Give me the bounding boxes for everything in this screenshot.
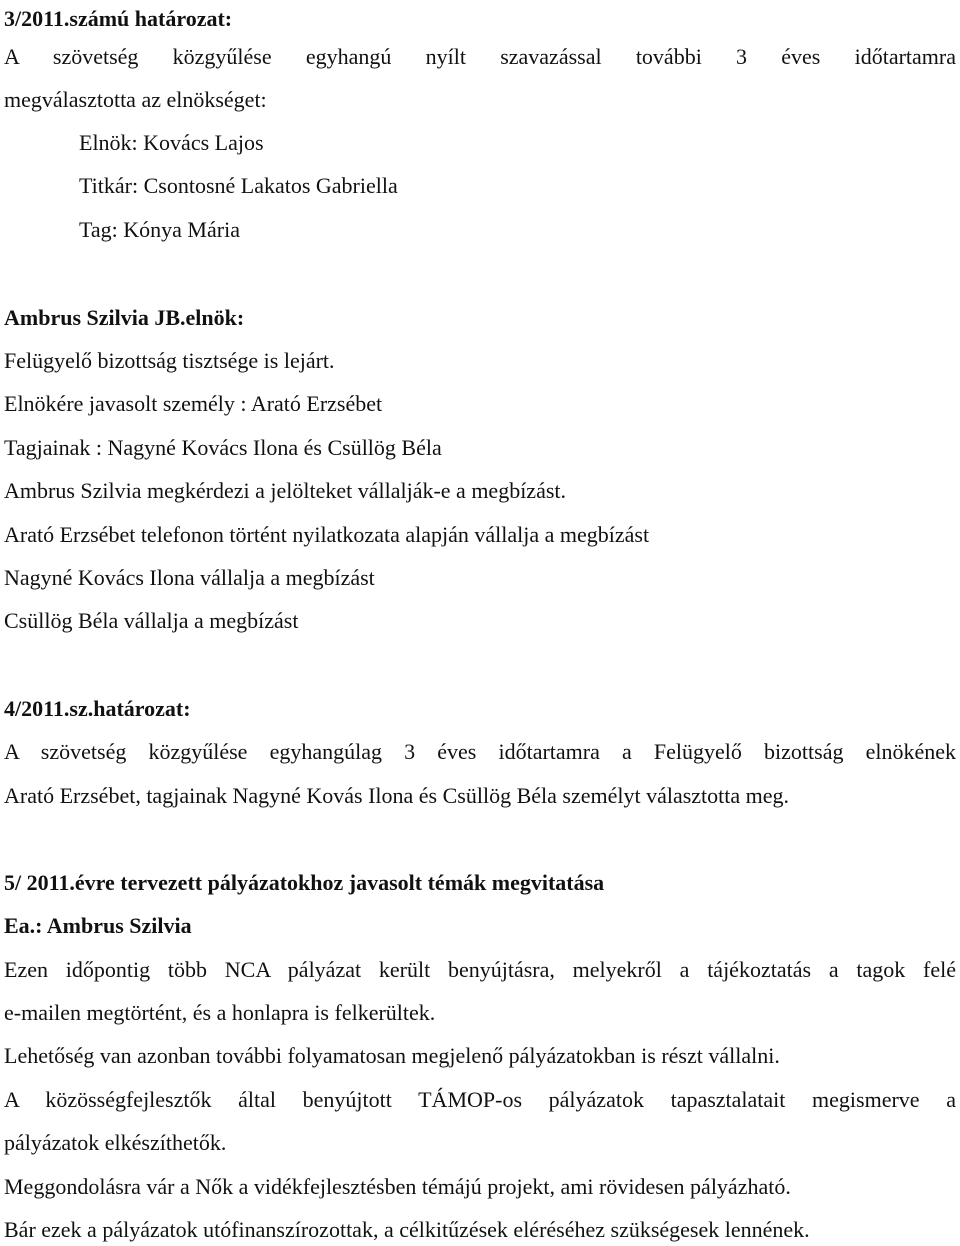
paragraph-line: Arató Erzsébet, tagjainak Nagyné Kovás Ilona és Csüllög Béla személyt választotta meg. (4, 783, 790, 808)
resolution-3-heading: 3/2011.számú határozat: (4, 6, 233, 31)
paragraph-line: Felügyelő bizottság tisztsége is lejárt. (4, 348, 335, 373)
member-line: Tag: Kónya Mária (79, 217, 240, 242)
paragraph-line: A közösségfejlesztők által benyújtott TÁMOP-os pályázatok tapasztalatait megismerve a (4, 1087, 956, 1112)
agenda-5-heading: 5/ 2011.évre tervezett pályázatokhoz javasolt témák megvitatása (4, 870, 605, 895)
speaker-heading: Ambrus Szilvia JB.elnök: (4, 305, 245, 330)
paragraph-line: Ezen időpontig több NCA pályázat került benyújtásra, melyekről a tájékoztatás a tagok felé (4, 957, 956, 982)
paragraph-line: e-mailen megtörtént, és a honlapra is felkerültek. (4, 1000, 436, 1025)
paragraph-line: Elnökére javasolt személy : Arató Erzsébet (4, 391, 383, 416)
paragraph-line: megválasztotta az elnökséget: (4, 87, 267, 112)
paragraph-line: A szövetség közgyűlése egyhangúlag 3 éves időtartamra a Felügyelő bizottság elnökének (4, 739, 956, 764)
paragraph-line: Bár ezek a pályázatok utófinanszírozottak, a célkitűzések eléréséhez szükségesek lennének. (4, 1217, 810, 1242)
paragraph-line: Arató Erzsébet telefonon történt nyilatkozata alapján vállalja a megbízást (4, 522, 650, 547)
paragraph-line: Ambrus Szilvia megkérdezi a jelölteket vállalják-e a megbízást. (4, 478, 567, 503)
presenter-heading: Ea.: Ambrus Szilvia (4, 913, 192, 938)
president-line: Elnök: Kovács Lajos (79, 130, 264, 155)
paragraph-line: pályázatok elkészíthetők. (4, 1130, 227, 1155)
paragraph-line: Csüllög Béla vállalja a megbízást (4, 608, 299, 633)
paragraph-line: Lehetőség van azonban további folyamatosan megjelenő pályázatokban is részt vállalni. (4, 1043, 780, 1068)
paragraph-line: A szövetség közgyűlése egyhangú nyílt szavazással további 3 éves időtartamra (4, 44, 956, 69)
resolution-4-heading: 4/2011.sz.határozat: (4, 696, 191, 721)
secretary-line: Titkár: Csontosné Lakatos Gabriella (79, 173, 398, 198)
paragraph-line: Meggondolásra vár a Nők a vidékfejlesztésben témájú projekt, ami rövidesen pályázható. (4, 1174, 791, 1199)
paragraph-line: Nagyné Kovács Ilona vállalja a megbízást (4, 565, 375, 590)
paragraph-line: Tagjainak : Nagyné Kovács Ilona és Csüllög Béla (4, 435, 442, 460)
